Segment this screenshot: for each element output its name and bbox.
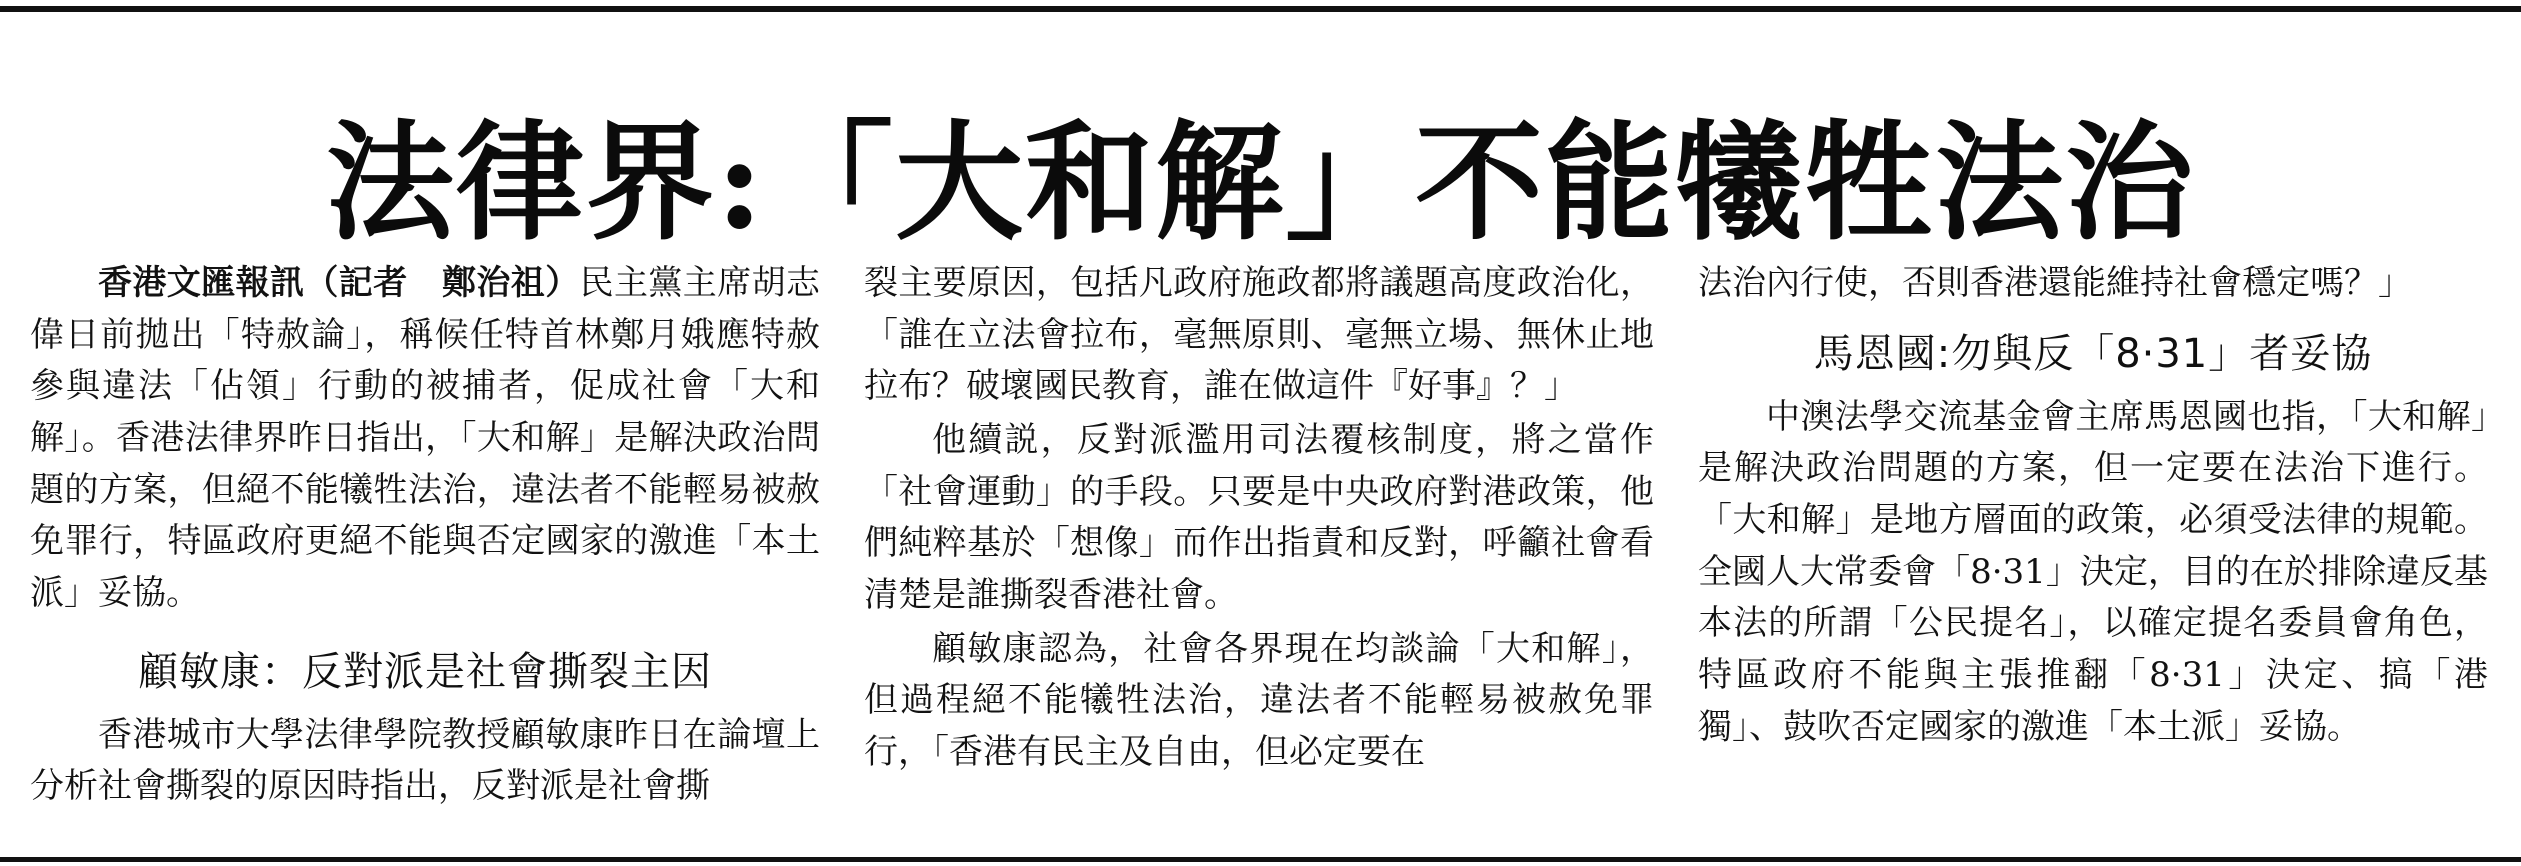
article-column-2 (864, 258, 1654, 815)
paragraph-c2-continuation: 裂主要原因，包括凡政府施政都將議題高度政治化，「誰在立法會拉布，毫無原則、毫無立場、無休止地拉布？破壞國民教育，誰在做這件『好事』？」 (864, 263, 1654, 407)
subheading-gu-minkang: 顧敏康：反對派是社會撕裂主因 (138, 648, 712, 695)
paragraph-c3-p2: 中澳法學交流基金會主席馬恩國也指，「大和解」是解決政治問題的方案，但一定要在法治下進行。「大和解」是地方層面的政策，必須受法律的規範。全國人大常委會「8·31」決定，目的在於排除違反基本法的所謂「公民提名」，以確定提名委員會角色，特區政府不能與主張推翻「8·31」決定、搞「港獨」、鼓吹否定國家的激進「本土派」妥協。 (1698, 396, 2488, 747)
paragraph-c3-continuation: 法治內行使，否則香港還能維持社會穩定嗎？」 (1698, 263, 2412, 303)
page-title: 法律界:「大和解」不能犧牲法治 (325, 107, 2196, 258)
article-column-1 (30, 258, 820, 815)
paragraph-c2-p2: 他續説，反對派濫用司法覆核制度，將之當作「社會運動」的手段。只要是中央政府對港政策，他們純粹基於「想像」而作出指責和反對，呼籲社會看清楚是誰撕裂香港社會。 (864, 420, 1654, 616)
subheading-ma-ankwok: 馬恩國:勿與反「8·31」者妥協 (1813, 330, 2373, 377)
top-divider-rule (0, 6, 2521, 12)
article-columns (30, 258, 2490, 815)
lead-paragraph (30, 258, 820, 620)
byline: 香港文匯報訊（記者 鄭治祖） (98, 263, 580, 303)
paragraph-c1-p1: 香港城市大學法律學院教授顧敏康昨日在論壇上分析社會撕裂的原因時指出，反對派是社會撕 (30, 714, 820, 807)
lead-paragraph-text: 民主黨主席胡志偉日前拋出「特赦論」，稱候任特首林鄭月娥應特赦參與違法「佔領」行動的被捕者，促成社會「大和解」。香港法律界昨日指出，「大和解」是解決政治問題的方案，但絕不能犧牲法治，違法者不能輕易被赦免罪行，特區政府更絕不能與否定國家的激進「本土派」妥協。 (30, 263, 821, 614)
bottom-divider-rule (0, 857, 2521, 862)
article-column-3 (1698, 258, 2488, 815)
paragraph-c2-p3: 顧敏康認為，社會各界現在均談論「大和解」，但過程絕不能犧牲法治，違法者不能輕易被赦免罪行，「香港有民主及自由，但必定要在 (864, 628, 1654, 773)
